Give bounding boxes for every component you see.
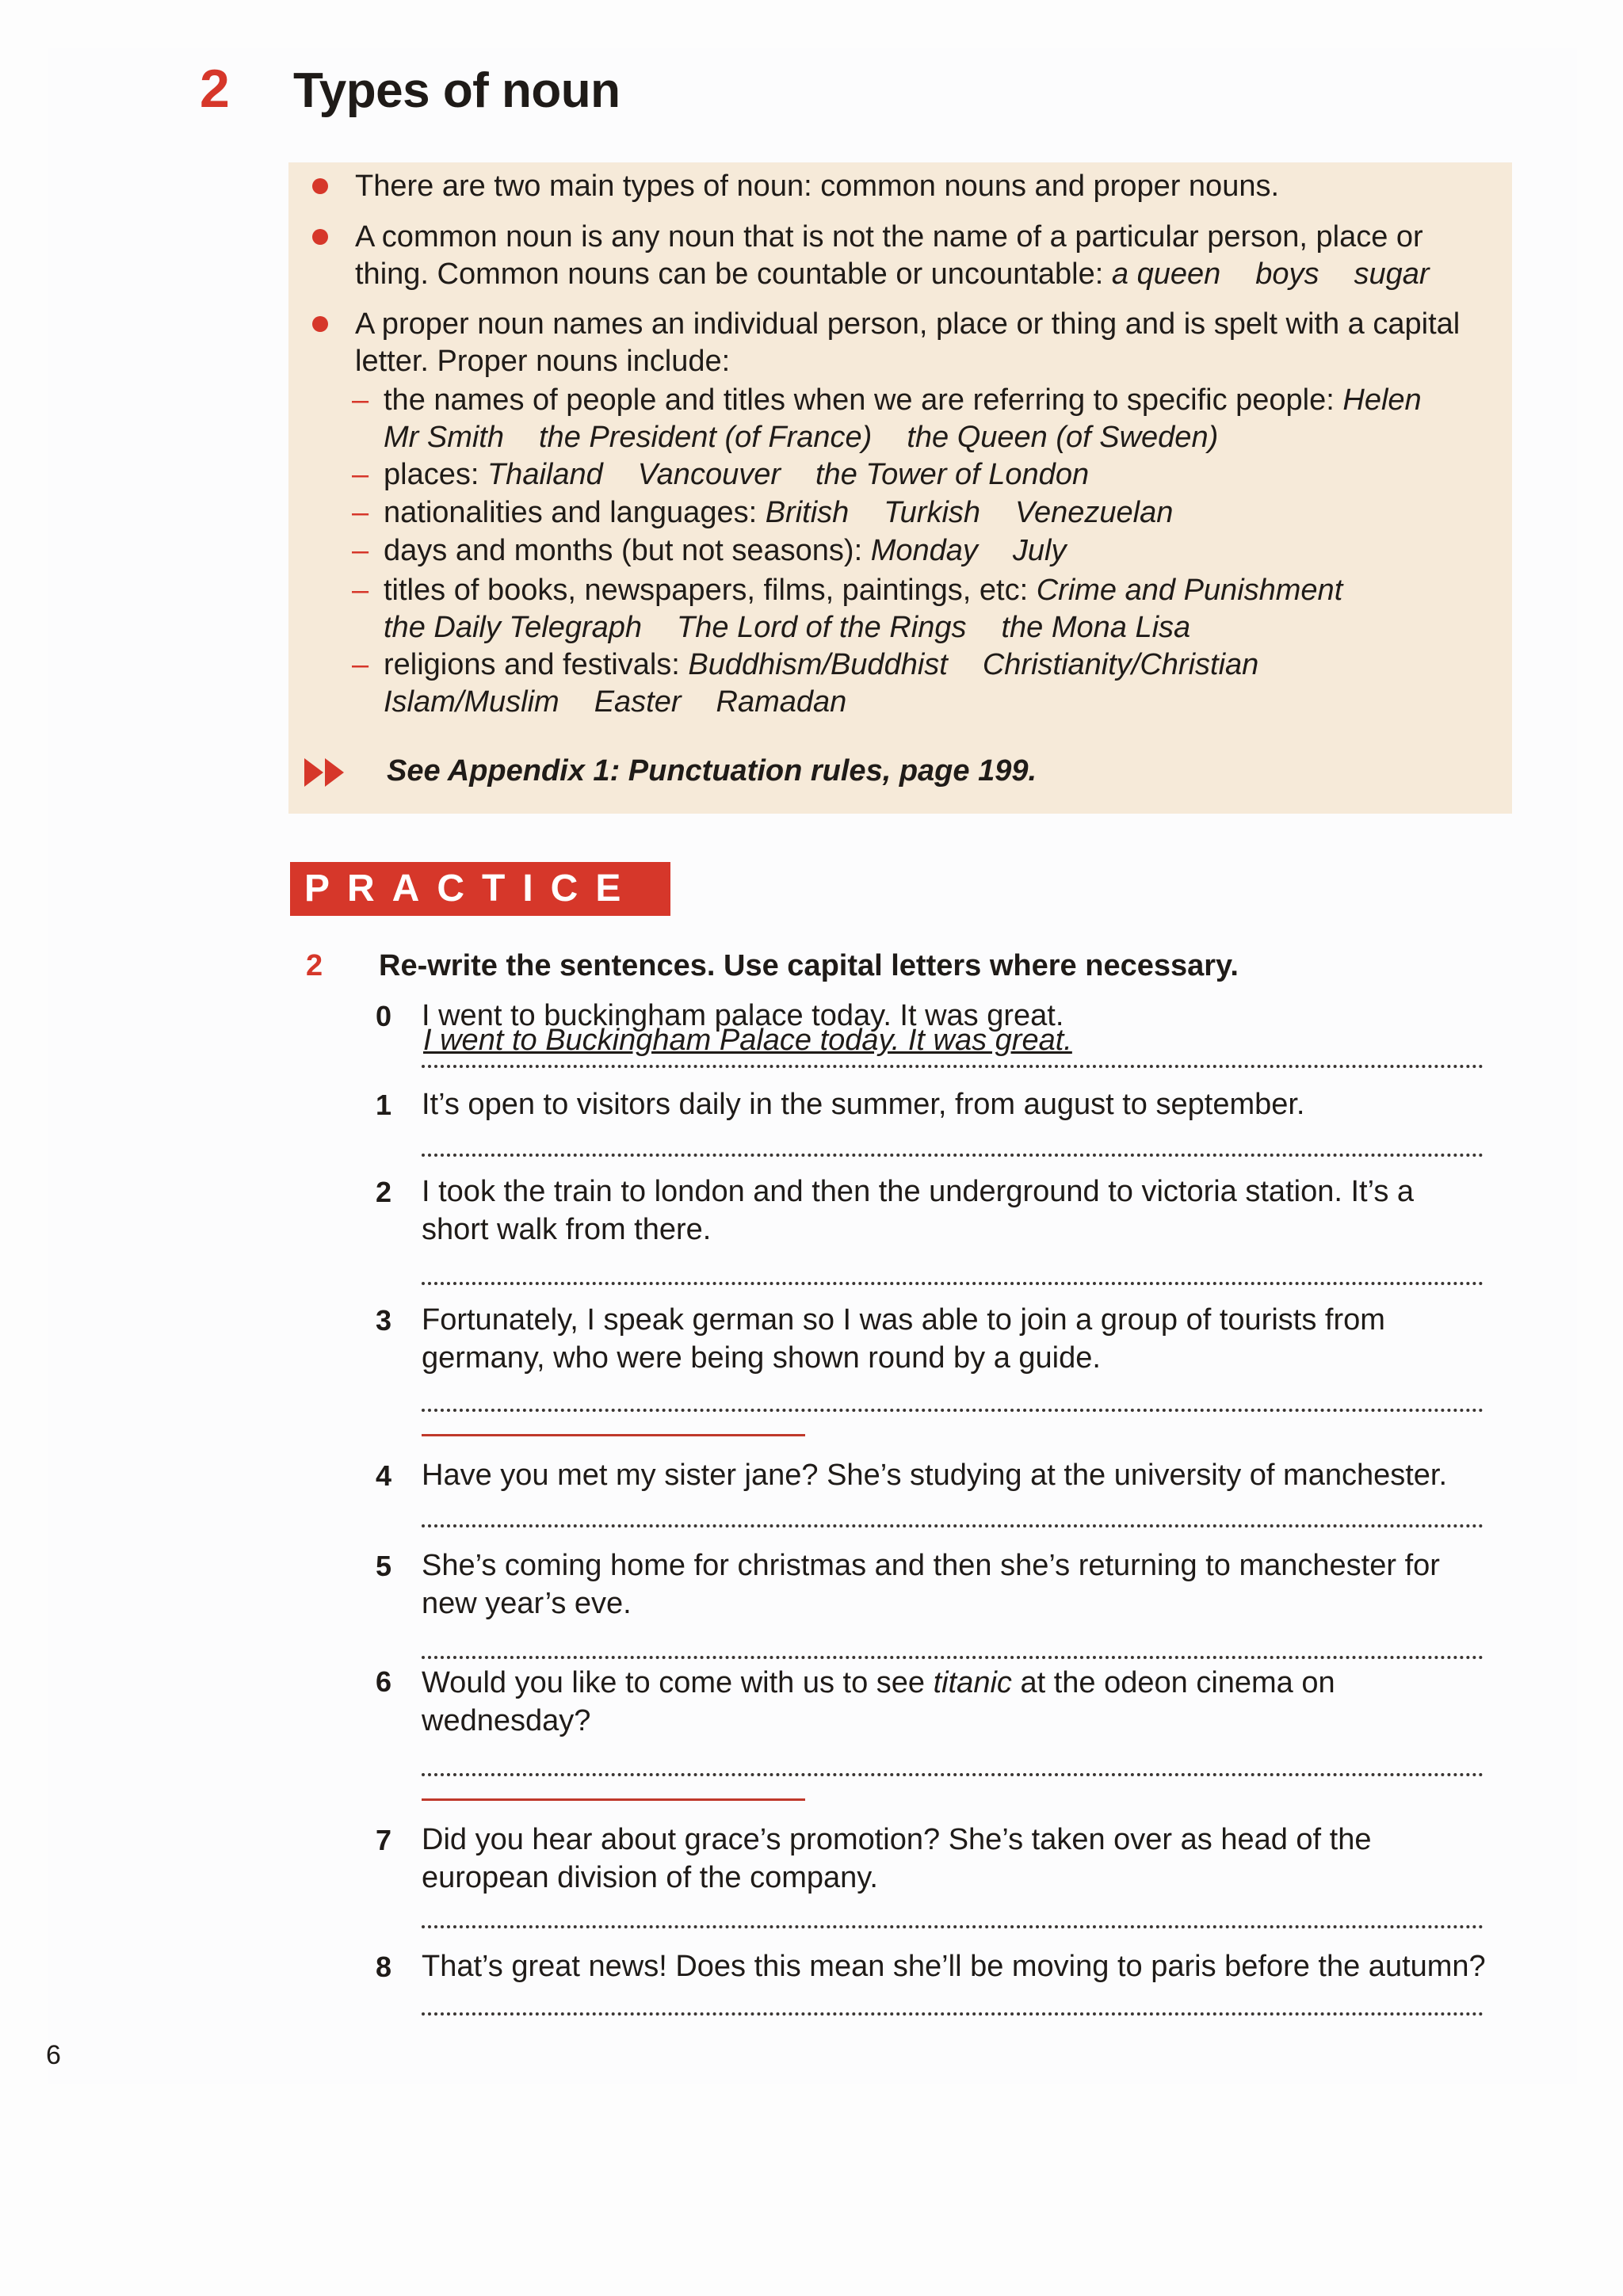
sentence-part: at the odeon cinema on: [1011, 1666, 1335, 1699]
item-sentence: [422, 1547, 1491, 1623]
answer-line[interactable]: [422, 1524, 1484, 1527]
item-number: 3: [376, 1304, 392, 1337]
rule-text: the names of people and titles when we are referring to specific people:: [384, 383, 1335, 417]
sub-item-days-months: [352, 532, 1067, 570]
rule-text: A common noun is any noun that is not the name of a particular person, place or: [355, 220, 1423, 254]
rule-text: religions and festivals:: [384, 648, 680, 681]
rule-bullet-1: [355, 168, 1279, 205]
sentence-line: [422, 1664, 1491, 1702]
example: Vancouver: [637, 458, 781, 491]
dash-icon: –: [352, 574, 369, 607]
rule-text: nationalities and languages:: [384, 496, 758, 529]
example: The Lord of the Rings: [677, 611, 967, 644]
rule-text: A proper noun names an individual person, place or thing and is spelt with a capital: [355, 307, 1461, 341]
example: Islam/Muslim: [384, 685, 559, 719]
example: a queen: [1111, 257, 1221, 291]
sub-item-people: [352, 382, 1422, 456]
film-title: titanic: [933, 1666, 1012, 1699]
sub-item-titles: [352, 572, 1343, 646]
example: British: [765, 496, 850, 529]
item-number: 8: [376, 1951, 392, 1983]
exercise-number: 2: [306, 949, 323, 982]
example: July: [1012, 534, 1067, 567]
answer-line[interactable]: [422, 1409, 1484, 1412]
rule-text: titles of books, newspapers, films, paintings, etc:: [384, 574, 1029, 607]
sub-item-nationalities: [352, 494, 1174, 532]
bullet-icon: [312, 178, 328, 194]
dash-icon: –: [352, 496, 369, 529]
divider: [422, 1798, 805, 1801]
example: Mr Smith: [384, 421, 504, 454]
sub-item-places: [352, 456, 1090, 494]
item-sentence: That’s great news! Does this mean she’ll be moving to paris before the autumn?: [422, 1950, 1486, 1983]
unit-number: 2: [200, 59, 230, 119]
item-number: 4: [376, 1459, 392, 1492]
rule-text: There are two main types of noun: common nouns and proper nouns.: [355, 170, 1280, 203]
answer-line[interactable]: [422, 1154, 1484, 1157]
dash-icon: –: [352, 648, 369, 681]
see-also-reference: See Appendix 1: Punctuation rules, page 199.: [387, 754, 1037, 788]
example: Turkish: [884, 496, 981, 529]
item-sentence: It’s open to visitors daily in the summer, from august to september.: [422, 1088, 1305, 1121]
item-number: 2: [376, 1176, 392, 1208]
sentence-line: new year’s eve.: [422, 1587, 632, 1620]
rule-text: days and months (but not seasons):: [384, 534, 863, 567]
bullet-icon: [312, 229, 328, 245]
dash-icon: –: [352, 383, 369, 417]
sentence-line: short walk from there.: [422, 1213, 712, 1246]
example: Crime and Punishment: [1036, 574, 1343, 607]
answer-line[interactable]: [422, 2012, 1484, 2016]
page-number: 6: [46, 2040, 61, 2070]
exercise-instruction: Re-write the sentences. Use capital letters where necessary.: [379, 949, 1239, 982]
sentence-line: germany, who were being shown round by a guide.: [422, 1341, 1101, 1375]
rule-bullet-3: [355, 306, 1460, 380]
practice-banner: PRACTICE: [290, 862, 670, 916]
answer-line[interactable]: [422, 1656, 1484, 1659]
answer-line[interactable]: [422, 1065, 1484, 1068]
example: the President (of France): [539, 421, 873, 454]
item-number: 7: [376, 1824, 392, 1856]
sentence-line: european division of the company.: [422, 1861, 878, 1894]
answer-line[interactable]: [422, 1773, 1484, 1776]
page-title: Types of noun: [293, 63, 621, 118]
rule-bullet-2: [355, 219, 1430, 293]
sentence-line: I took the train to london and then the underground to victoria station. It’s a: [422, 1175, 1415, 1208]
example: the Mona Lisa: [1001, 611, 1191, 644]
answer-line[interactable]: [422, 1925, 1484, 1928]
item-number: 0: [376, 1000, 392, 1032]
item-sentence: [422, 1173, 1491, 1249]
rule-text: thing. Common nouns can be countable or uncountable:: [355, 257, 1104, 291]
item-sentence: Have you met my sister jane? She’s studying at the university of manchester.: [422, 1459, 1448, 1492]
item-sentence: [422, 1821, 1491, 1897]
sub-item-religions: [352, 646, 1259, 721]
item-number: 1: [376, 1089, 392, 1121]
example: Monday: [870, 534, 978, 567]
bullet-icon: [312, 316, 328, 332]
sentence-part: Would you like to come with us to see: [422, 1666, 934, 1699]
sentence-line: Did you hear about grace’s promotion? She’s taken over as head of the: [422, 1823, 1372, 1856]
example: Easter: [594, 685, 682, 719]
rule-text: places:: [384, 458, 479, 491]
model-answer: I went to Buckingham Palace today. It was great.: [423, 1024, 1072, 1057]
example: Christianity/Christian: [982, 648, 1259, 681]
sentence-line: wednesday?: [422, 1704, 591, 1737]
divider: [422, 1434, 805, 1436]
sentence-line: Fortunately, I speak german so I was able to join a group of tourists from: [422, 1303, 1385, 1337]
item-number: 5: [376, 1550, 392, 1582]
example: the Daily Telegraph: [384, 611, 643, 644]
example: Helen: [1342, 383, 1422, 417]
answer-line[interactable]: [422, 1282, 1484, 1285]
rule-text: letter. Proper nouns include:: [355, 345, 731, 378]
rule-text-line: [355, 256, 1430, 293]
example: Ramadan: [716, 685, 847, 719]
example: sugar: [1354, 257, 1430, 291]
item-number: 6: [376, 1665, 392, 1698]
item-sentence: [422, 1664, 1491, 1740]
item-sentence: I went to buckingham palace today. It was great.: [422, 999, 1064, 1032]
example: the Tower of London: [815, 458, 1090, 491]
dash-icon: –: [352, 534, 369, 567]
example: Venezuelan: [1015, 496, 1174, 529]
dash-icon: –: [352, 458, 369, 491]
item-sentence: [422, 1301, 1491, 1377]
fast-forward-icon: [303, 757, 350, 788]
example: Buddhism/Buddhist: [688, 648, 948, 681]
example: Thailand: [487, 458, 603, 491]
sentence-line: She’s coming home for christmas and then she’s returning to manchester for: [422, 1549, 1440, 1582]
example: boys: [1255, 257, 1319, 291]
example: the Queen (of Sweden): [907, 421, 1219, 454]
